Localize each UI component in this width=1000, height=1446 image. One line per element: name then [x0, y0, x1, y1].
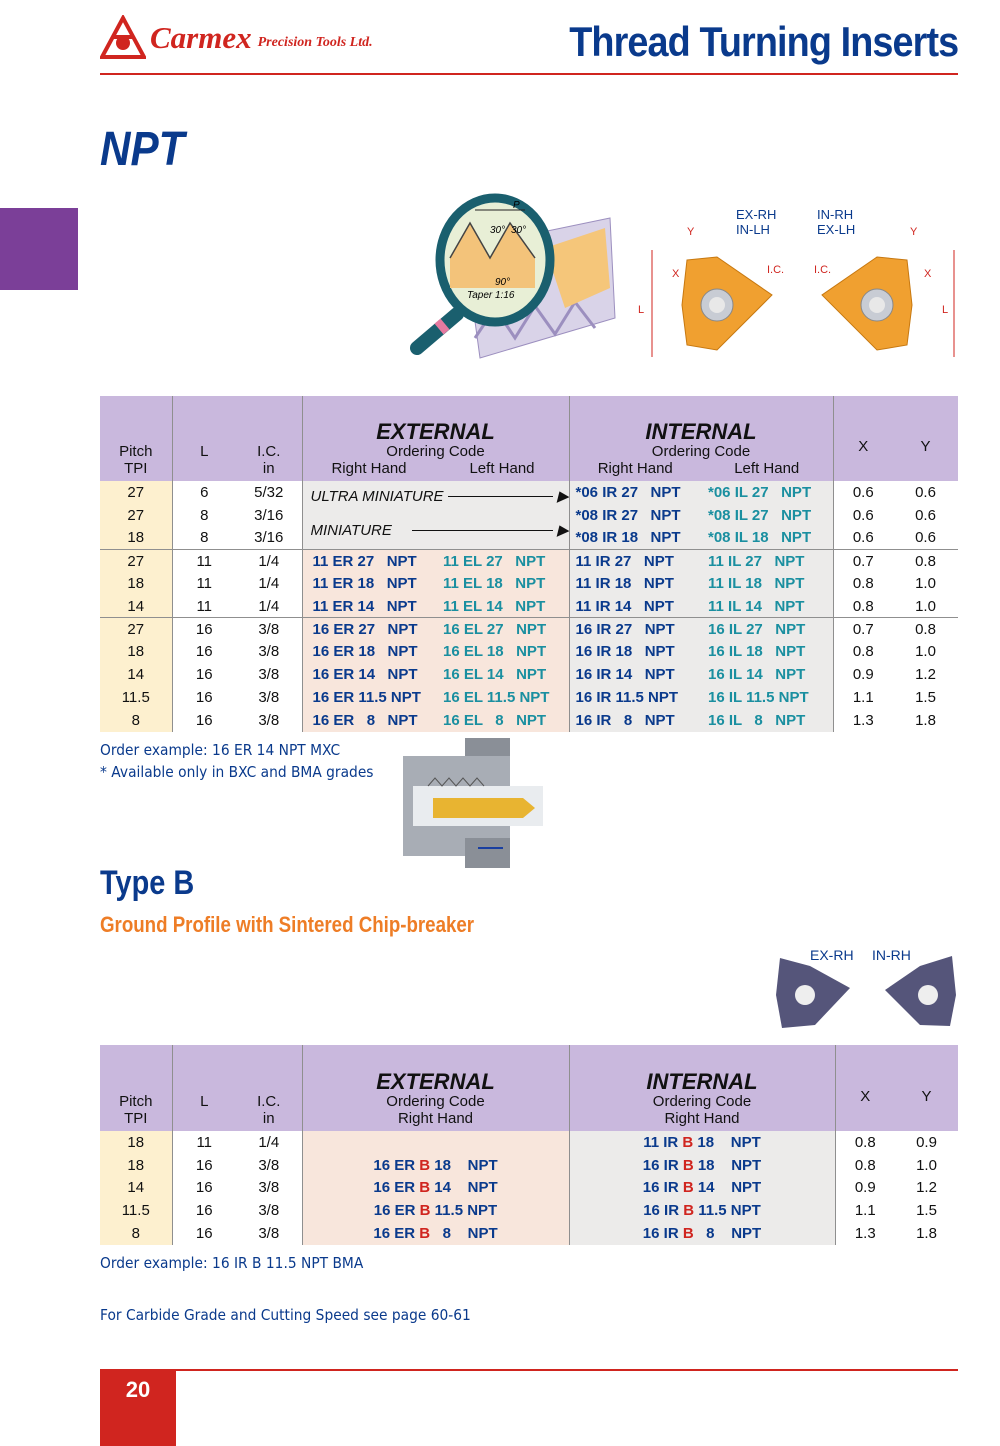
cell-y: 1.2 — [915, 666, 936, 684]
cell-l: 16 — [172, 618, 236, 641]
table-row — [100, 481, 958, 504]
hdr-b-pitch: Pitch TPI — [100, 1045, 172, 1131]
cell-ic: 3/8 — [258, 689, 280, 707]
cell-int-lh: 16 IL 18 NPT — [702, 641, 833, 664]
cell-int-lh: 11 IL 18 NPT — [702, 572, 833, 595]
type-b-inserts-illustration — [770, 940, 962, 1032]
hdr-external: EXTERNAL Ordering Code Right Hand Left Hand — [302, 396, 569, 481]
cell-ext-rh: 16 ER B 18 NPT — [302, 1154, 569, 1177]
dim-y-left: Y — [687, 226, 695, 238]
label-type-b-in-rh: IN-RH — [872, 947, 911, 963]
cell-y: 1.5 — [915, 689, 936, 707]
cell-pitch: 14 — [100, 1177, 172, 1200]
cell-x: 0.9 — [835, 1177, 895, 1200]
section-tab — [0, 208, 78, 290]
cell-ic: 3/8 — [258, 1202, 280, 1220]
cell-int-rh: 16 IR 11.5 NPT — [569, 686, 702, 709]
cell-x: 0.6 — [833, 481, 893, 504]
cell-ic: 3/8 — [258, 666, 280, 684]
arrow-icon: ▶ — [556, 488, 569, 505]
cell-pitch: 18 — [100, 641, 172, 664]
cell-ext-rh: 11 ER 18 NPT — [302, 572, 435, 595]
cell-pitch: 27 — [100, 549, 172, 572]
cell-ext-lh: 11 EL 27 NPT — [435, 549, 569, 572]
section-title-type-b: Type B — [100, 864, 195, 902]
table-row — [100, 1199, 958, 1222]
cell-ic: 3/8 — [258, 711, 280, 729]
cell-l: 11 — [172, 549, 236, 572]
section-subtitle-type-b: Ground Profile with Sintered Chip-breaker — [100, 912, 475, 937]
label-type-b-ex-rh: EX-RH — [810, 947, 854, 963]
carbide-grade-note: For Carbide Grade and Cutting Speed see page 60-61 — [100, 1306, 471, 1324]
hdr-b-external: EXTERNAL Ordering Code Right Hand — [302, 1045, 569, 1131]
table-row — [100, 1177, 958, 1200]
dim-ic-left: I.C. — [767, 264, 785, 276]
table-row — [100, 549, 958, 572]
footer-divider — [100, 1369, 958, 1371]
table-row — [100, 641, 958, 664]
cell-pitch: 18 — [100, 572, 172, 595]
cell-x: 0.8 — [833, 572, 893, 595]
cell-x: 0.7 — [833, 549, 893, 572]
dim-l-left: L — [638, 304, 645, 316]
cell-ext-lh: 16 EL 18 NPT — [435, 641, 569, 664]
cell-x: 0.8 — [833, 641, 893, 664]
cell-ext-rh: 16 ER 27 NPT — [302, 618, 435, 641]
pitch-label: P — [513, 200, 520, 211]
cell-pitch: 11.5 — [100, 1199, 172, 1222]
cell-int-rh: 16 IR 8 NPT — [569, 709, 702, 732]
cell-ext-lh: 11 EL 18 NPT — [435, 572, 569, 595]
angle-label-right: 30° — [511, 225, 527, 236]
order-example-npt: Order example: 16 ER 14 NPT MXC — [100, 741, 341, 759]
cell-ic: 3/8 — [258, 1225, 280, 1243]
cell-int-rh: 11 IR B 18 NPT — [569, 1131, 835, 1154]
cell-ic: 3/16 — [254, 529, 284, 547]
cell-int-lh: *06 IL 27 NPT — [702, 481, 833, 504]
cell-ext-rh: 16 ER B 11.5 NPT — [302, 1199, 569, 1222]
cell-l: 11 — [172, 572, 236, 595]
page-number: 20 — [100, 1371, 176, 1446]
cell-l: 11 — [172, 1131, 236, 1154]
cell-pitch: 8 — [100, 709, 172, 732]
cell-int-rh: 16 IR B 11.5 NPT — [569, 1199, 835, 1222]
cell-l: 16 — [172, 663, 236, 686]
cell-ic: 1/4 — [258, 1133, 280, 1151]
availability-note: * Available only in BXC and BMA grades — [100, 763, 374, 781]
cell-int-lh: 11 IL 14 NPT — [702, 595, 833, 618]
cell-y: 0.8 — [893, 549, 958, 572]
cell-x: 0.9 — [833, 663, 893, 686]
cell-y: 0.9 — [916, 1133, 937, 1151]
cell-l: 16 — [172, 1199, 236, 1222]
hdr-b-x: X — [835, 1045, 895, 1131]
cell-pitch: 11.5 — [100, 686, 172, 709]
dim-x-left: X — [672, 268, 680, 280]
label-ex-lh: EX-LH — [817, 222, 856, 237]
type-b-insert-table — [100, 1045, 958, 1245]
cell-ic: 3/8 — [236, 618, 302, 641]
table-row — [100, 1131, 958, 1154]
cell-ic: 5/32 — [254, 483, 284, 501]
hdr-b-internal: INTERNAL Ordering Code Right Hand — [569, 1045, 835, 1131]
cell-int-rh: 16 IR B 14 NPT — [569, 1177, 835, 1200]
internal-threading-illustration — [403, 738, 545, 873]
cell-pitch: 18 — [100, 1131, 172, 1154]
miniature-label: MINIATURE — [310, 521, 392, 539]
cell-y: 1.5 — [916, 1202, 937, 1220]
angle-label-left: 30° — [490, 225, 506, 236]
cell-int-rh: 16 IR B 8 NPT — [569, 1222, 835, 1245]
brand-subtitle: Precision Tools Ltd. — [257, 35, 373, 50]
cell-l: 6 — [172, 481, 236, 504]
cell-x: 0.6 — [833, 527, 893, 550]
label-in-rh: IN-RH — [817, 207, 854, 222]
cell-x: 1.1 — [833, 686, 893, 709]
cell-l: 16 — [172, 1154, 236, 1177]
dim-y-right: Y — [910, 226, 918, 238]
cell-y: 1.8 — [916, 1225, 937, 1243]
carmex-logo-icon — [100, 15, 146, 61]
cell-y: 1.0 — [915, 597, 936, 615]
cell-ext-rh: 16 ER B 8 NPT — [302, 1222, 569, 1245]
cell-l: 16 — [172, 1177, 236, 1200]
cell-x: 1.3 — [833, 709, 893, 732]
cell-ic: 3/16 — [254, 506, 284, 524]
cell-ic: 3/8 — [258, 1156, 280, 1174]
cell-int-rh: 11 IR 18 NPT — [569, 572, 702, 595]
dim-ic-right: I.C. — [814, 264, 832, 276]
cell-x: 1.3 — [835, 1222, 895, 1245]
cell-int-rh: 16 IR 27 NPT — [569, 618, 702, 641]
cell-ext-lh: 11 EL 14 NPT — [435, 595, 569, 618]
cell-l: 16 — [172, 686, 236, 709]
cell-ic: 1/4 — [258, 597, 280, 615]
cell-y: 1.0 — [916, 1156, 937, 1174]
cell-int-rh: 16 IR 14 NPT — [569, 663, 702, 686]
dim-l-right: L — [942, 304, 949, 316]
cell-int-rh: *08 IR 18 NPT — [569, 527, 702, 550]
table-row — [100, 686, 958, 709]
cell-y: 0.6 — [915, 529, 936, 547]
cell-ext-lh: 16 EL 11.5 NPT — [435, 686, 569, 709]
brand-name: Carmex — [150, 20, 252, 55]
cell-ic: 1/4 — [236, 549, 302, 572]
cell-l: 8 — [172, 504, 236, 527]
table-row — [100, 1154, 958, 1177]
taper-label: Taper 1:16 — [467, 290, 515, 301]
hdr-pitch: Pitch TPI — [100, 396, 172, 481]
cell-int-lh: *08 IL 27 NPT — [702, 504, 833, 527]
cell-pitch: 27 — [100, 481, 172, 504]
page-title: Thread Turning Inserts — [568, 18, 958, 65]
order-example-type-b: Order example: 16 IR B 11.5 NPT BMA — [100, 1254, 364, 1272]
cell-int-lh: 16 IL 8 NPT — [702, 709, 833, 732]
hdr-ic: I.C. in — [236, 396, 302, 481]
cell-int-lh: *08 IL 18 NPT — [702, 527, 833, 550]
cell-pitch: 8 — [100, 1222, 172, 1245]
cell-int-rh: *06 IR 27 NPT — [569, 481, 702, 504]
cell-ext-rh: 16 ER B 14 NPT — [302, 1177, 569, 1200]
table-row — [100, 595, 958, 618]
header-divider — [100, 73, 958, 75]
cell-ext-rh: 11 ER 27 NPT — [302, 549, 435, 572]
cell-ext-lh: 16 EL 8 NPT — [435, 709, 569, 732]
cell-y: 1.8 — [915, 711, 936, 729]
cell-int-lh: 16 IL 14 NPT — [702, 663, 833, 686]
table-row — [100, 572, 958, 595]
angle-label-90: 90° — [495, 277, 511, 288]
cell-y: 1.0 — [915, 575, 936, 593]
cell-ext-rh — [302, 1131, 569, 1154]
dim-x-right: X — [924, 268, 932, 280]
label-in-lh: IN-LH — [736, 222, 770, 237]
cell-x: 0.6 — [833, 504, 893, 527]
cell-int-rh: 11 IR 14 NPT — [569, 595, 702, 618]
cell-y: 0.6 — [915, 483, 936, 501]
hdr-b-y: Y — [895, 1045, 958, 1131]
cell-ext-rh: 16 ER 8 NPT — [302, 709, 435, 732]
hdr-x: X — [833, 396, 893, 481]
cell-x: 0.8 — [835, 1131, 895, 1154]
cell-pitch: 18 — [100, 527, 172, 550]
table-row — [100, 1222, 958, 1245]
cell-y: 0.8 — [893, 618, 958, 641]
cell-pitch: 18 — [100, 1154, 172, 1177]
cell-l: 16 — [172, 641, 236, 664]
hdr-l: L — [172, 396, 236, 481]
cell-ext-rh: 11 ER 14 NPT — [302, 595, 435, 618]
cell-ext-rh: 16 ER 11.5 NPT — [302, 686, 435, 709]
arrow-icon: ▶ — [556, 522, 569, 539]
cell-int-rh: 11 IR 27 NPT — [569, 549, 702, 572]
hdr-y: Y — [893, 396, 958, 481]
miniature-span — [302, 481, 569, 549]
table-row — [100, 663, 958, 686]
cell-x: 1.1 — [835, 1199, 895, 1222]
hdr-internal: INTERNAL Ordering Code Right Hand Left Hand — [569, 396, 833, 481]
cell-int-lh: 11 IL 27 NPT — [702, 549, 833, 572]
section-title-npt: NPT — [100, 123, 185, 176]
npt-thread-magnifier-illustration — [395, 188, 620, 366]
cell-ext-lh: 16 EL 27 NPT — [435, 618, 569, 641]
hdr-b-ic: I.C. in — [236, 1045, 302, 1131]
cell-l: 8 — [172, 527, 236, 550]
cell-pitch: 14 — [100, 663, 172, 686]
cell-ext-rh: 16 ER 14 NPT — [302, 663, 435, 686]
cell-ext-rh: 16 ER 18 NPT — [302, 641, 435, 664]
cell-x: 0.8 — [835, 1154, 895, 1177]
cell-ic: 3/8 — [258, 643, 280, 661]
brand-logo — [100, 8, 373, 68]
cell-int-lh: 16 IL 27 NPT — [702, 618, 833, 641]
table-row — [100, 709, 958, 732]
ultra-miniature-label: ULTRA MINIATURE — [310, 487, 444, 505]
cell-x: 0.7 — [833, 618, 893, 641]
cell-y: 1.0 — [915, 643, 936, 661]
cell-pitch: 27 — [100, 618, 172, 641]
insert-geometry-diagram — [632, 205, 962, 370]
cell-l: 16 — [172, 709, 236, 732]
cell-y: 1.2 — [916, 1179, 937, 1197]
cell-ic: 1/4 — [258, 575, 280, 593]
cell-x: 0.8 — [833, 595, 893, 618]
cell-int-rh: *08 IR 27 NPT — [569, 504, 702, 527]
cell-int-lh: 16 IL 11.5 NPT — [702, 686, 833, 709]
cell-ic: 3/8 — [258, 1179, 280, 1197]
cell-ext-lh: 16 EL 14 NPT — [435, 663, 569, 686]
cell-y: 0.6 — [915, 506, 936, 524]
hdr-b-l: L — [172, 1045, 236, 1131]
label-ex-rh: EX-RH — [736, 207, 777, 222]
cell-int-rh: 16 IR 18 NPT — [569, 641, 702, 664]
table-row — [100, 618, 958, 641]
cell-pitch: 14 — [100, 595, 172, 618]
cell-l: 16 — [172, 1222, 236, 1245]
cell-pitch: 27 — [100, 504, 172, 527]
cell-int-rh: 16 IR B 18 NPT — [569, 1154, 835, 1177]
npt-insert-table — [100, 396, 958, 732]
cell-l: 11 — [172, 595, 236, 618]
